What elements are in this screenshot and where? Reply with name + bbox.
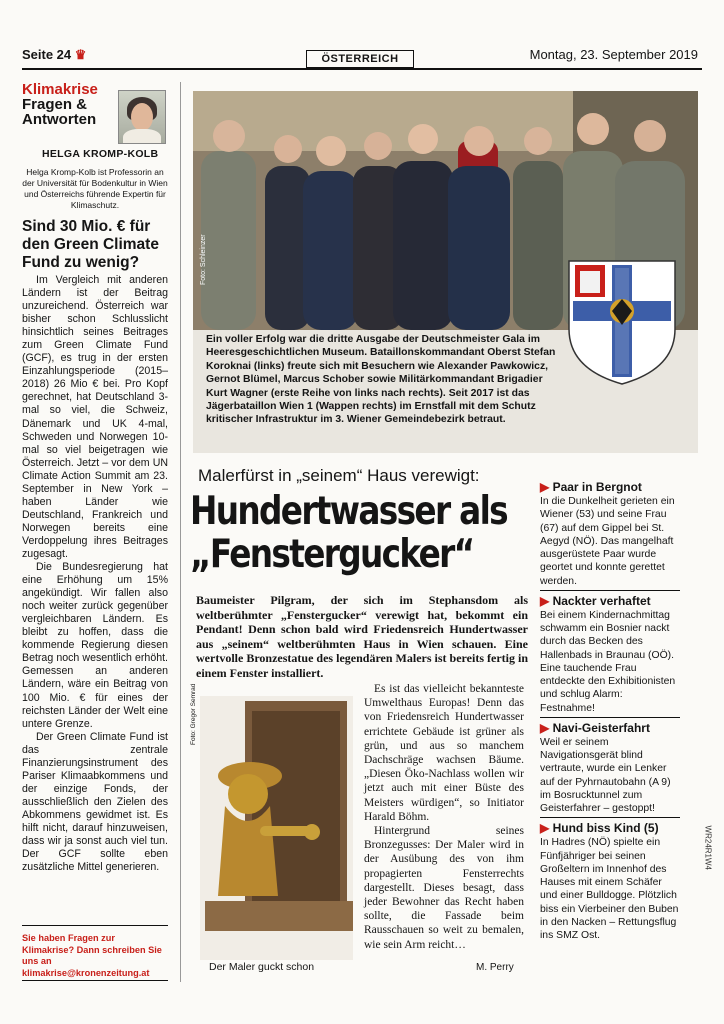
article-lead: Baumeister Pilgram, der sich im Stephansdom als weltberühmter „Fenstergucker“ verewigt hat, bekommt ein Pendant! Denn schon bald wird Friedensreich Hundertwasser aus „seinem“ weltberühmten Haus in Wien schauen. Eine wertvolle Bronzestatue des legendären Malers ist bereits fertig in einem Fenster installiert. [196,593,528,680]
brief-item [540,594,680,718]
column-title-line2: Fragen & [22,96,88,113]
brief-title: Navi-Geisterfahrt [552,720,650,735]
crown-icon: ♛ [74,47,87,62]
brief-text: Weil er seinem Navigationsgerät blind vertraute, wurde ein Lenker auf der Pyhrnautobahn (A 9) im Bosrucktunnel zum Geisterfahrer – gestoppt! [540,736,671,814]
coat-of-arms-icon [567,259,677,386]
brief-item [540,721,680,819]
column-paragraph: Im Vergleich mit anderen Ländern ist der Beitrag unzureichend. Österreich war bisher schon Schlusslicht hinsichtlich seines Beitrages zum Green Climate Fund (GCF), es trug in der ersten Einzahlungsperiode (2015–2018) 26 Mio € bei. Pro Kopf gerechnet, hat Deutschland 3-mal so viel, die Schweiz, Dänemark und UK 4-mal, Schweden und Norwegen 10-mal so viel beigetragen wie Österreich. Jetzt – vor dem UN Climate Action Summit am 23. September in New York – haben Länder wie Deutschland, Frankreich und Norwegen bereits eine Verdoppelung ihres Beitrages zugesagt. [22,274,168,560]
photo-caption: Ein voller Erfolg war die dritte Ausgabe der Deutschmeister Gala im Heeresgeschichtlichen Museum. Bataillonskommandant Oberst Stefan Koroknai (links) freute sich mit Besuchern wie Alexander Pawkowicz, Gernot Blümel, Marcus Schober sowie Militärkommandant Brigadier Kurt Wagner (erste Reihe von links nach rechts). Seit 2017 ist das Jägerbataillon Wien 1 (Wappen rechts) im Ernstfall mit dem Schutz kritischer Infrastruktur im 3. Wiener Gemeindebezirk betraut. [206,334,556,426]
arrow-icon: ▶ [540,720,550,735]
author-name: HELGA KROMP-KOLB [42,148,159,160]
headline-line2: „Fenstergucker“ [190,532,474,577]
column-title-red: Klimakrise [22,81,98,98]
column-body [22,274,168,874]
article-headline [190,489,507,577]
author-bio: Helga Kromp-Kolb ist Professorin an der Universität für Bodenkultur in Wien und Österreichs führende Expertin für Klimaschutz. [22,167,168,210]
brief-item [540,821,680,942]
brief-text: In Hadres (NÖ) spielte ein Fünfjähriger bei seinen Großeltern im Innenhof des Hauses mit einem Schäfer und einer Bulldogge. Plötzlich biss ein Vierbeiner den Buben in den Nacken – Rettungsflug ins SMZ Ost. [540,837,679,941]
section-label: ÖSTERREICH [306,50,414,68]
article-paragraph: Es ist das vielleicht bekannteste Umwelthaus Europas! Denn das von Friedensreich Hundertwasser errichtete Gebäude ist grüner als grün, und aus so manchem Dachschräge wachsen Bäume. „Diesen Öko-Nachlass wollen wir jetzt auch mit einer Büste des Meisters würdigen“, so Initiator Harald Böhm. [364,683,524,823]
brief-title: Hund biss Kind (5) [552,821,659,836]
column-footer: Sie haben Fragen zur Klimakrise? Dann schreiben Sie uns an klimakrise@kronenzeitung.at [22,933,162,978]
photo-credit: Foto: Schleinzer [200,234,207,285]
brief-item [540,480,680,591]
article-paragraph: Hintergrund seines Bronzegusses: Der Maler wird in der Ausübung des von ihm propagierten Fensterrechts dargestellt. Dieses besagt, dass jeder Bewohner das Recht haben sollte, die Fassade beim Rausschauen so weit zu bemalen, wie sein Arm reicht… [364,825,524,951]
column-paragraph: Der Green Climate Fund ist das zentrale Finanzierungsinstrument des Pariser Klimaabkommens und der einzige Fonds, der ausschließlich den Zielen des Abkommens gewidmet ist. Es hilft nicht, darauf hinzuweisen, dass wir ja sonst auch viel tun. Der GCF sollte eben zusätzliche Mittel generieren. [22,730,168,874]
brief-title: Nackter verhaftet [552,593,651,608]
article-body [364,682,524,952]
column-question: Sind 30 Mio. € für den Green Climate Fund zu wenig? [22,218,159,271]
header-rule [22,68,702,70]
arrow-icon: ▶ [540,821,550,836]
statue-photo [200,696,353,960]
brief-text: Bei einem Kindernachmittag schwamm ein Bosnier nackt durch das Becken des Hallenbads in Braunau (OÖ). Eine tauchende Frau entdeckte den Exhibitionisten und schlug Alarm: Festnahme! [540,609,676,714]
author-photo [118,90,166,144]
column-divider-bottom [22,980,168,981]
statue-caption: Der Maler guckt schon [209,961,315,973]
article-kicker: Malerfürst in „seinem“ Haus verewigt: [198,466,480,485]
article-author: M. Perry [476,962,514,973]
issue-date: Montag, 23. September 2019 [529,47,698,62]
side-code: WR24R1W4 [703,825,712,870]
column-title-line3: Antworten [22,111,97,128]
column-paragraph: Die Bundesregierung hat eine Erhöhung um 15% angekündigt. Wir fallen also noch weiter zurück gegenüber vergleichbaren Ländern. Es bleibt zu hoffen, dass die kommende Regierung diesen Betrag noch wesentlich erhöht. Gemessen an anderen Ländern, wäre ein Beitrag von 100 Mio. € für eines der reichsten Länder der Welt eine untere Grenze. [22,561,168,730]
arrow-icon: ▶ [540,593,550,608]
arrow-icon: ▶ [540,480,550,494]
statue-credit: Foto: Gregor Semrad [190,683,197,745]
headline-line1: Hundertwasser als [190,489,507,534]
brief-text: In die Dunkelheit gerieten ein Wiener (53) und seine Frau (67) auf dem Gippel bei St. Aegyd (NÖ). Das mangelhaft ausgerüstete Paar wurde geortet und konnte gerettet werden. [540,496,675,587]
page-number: Seite 24 ♛ [22,47,87,62]
column-separator [180,82,181,982]
column-divider [22,925,168,926]
news-briefs [540,480,680,942]
brief-title: Paar in Bergnot [552,480,642,494]
